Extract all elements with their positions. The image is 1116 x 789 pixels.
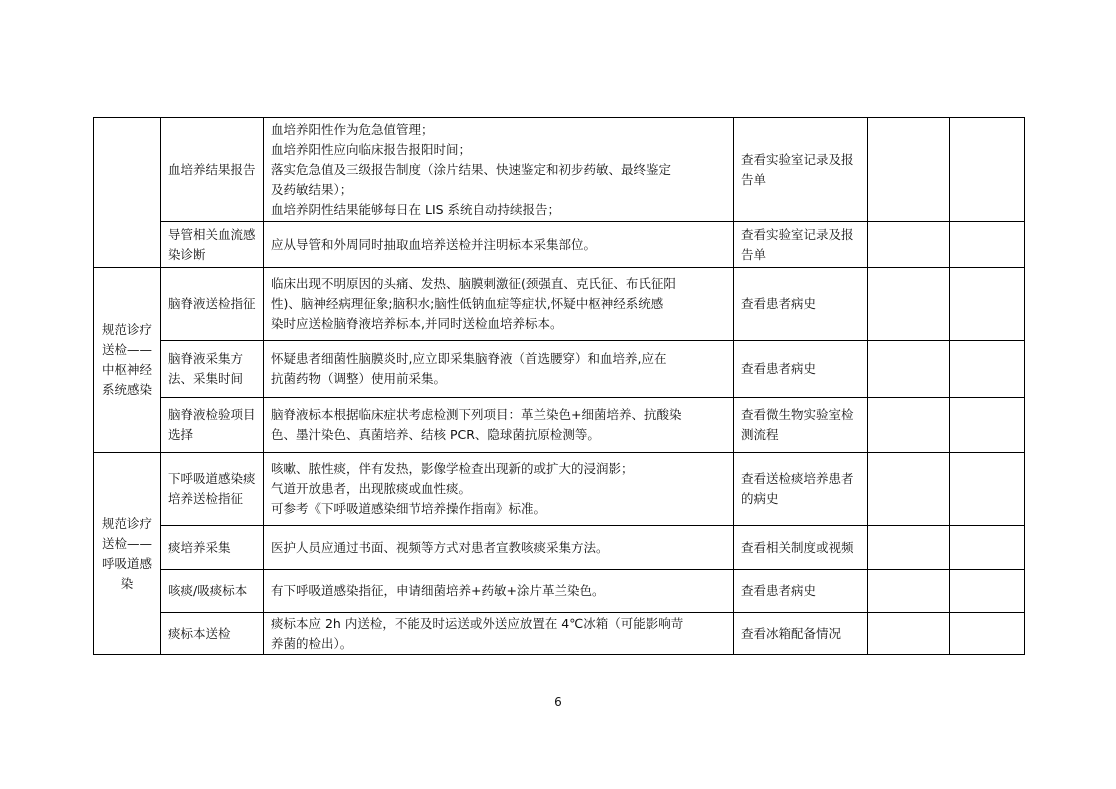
table-row xyxy=(94,222,1025,268)
category-cell-cns: 规范诊疗送检——中枢神经系统感染 xyxy=(94,268,161,453)
remark-cell xyxy=(950,268,1025,341)
requirement-line: 色、墨汁染色、真菌培养、结核 PCR、隐球菌抗原检测等。 xyxy=(271,427,600,442)
requirement-line: 抗菌药物（调整）使用前采集。 xyxy=(271,371,447,386)
remark-cell xyxy=(950,613,1025,655)
inspection-table xyxy=(93,117,1025,655)
score-cell xyxy=(868,613,950,655)
remark-cell xyxy=(950,570,1025,613)
method-cell: 查看微生物实验室检测流程 xyxy=(734,398,868,453)
category-cell-resp: 规范诊疗送检——呼吸道感染 xyxy=(94,453,161,655)
item-cell: 脑脊液送检指征 xyxy=(161,268,264,341)
score-cell xyxy=(868,453,950,526)
remark-cell xyxy=(950,453,1025,526)
item-cell: 导管相关血流感染诊断 xyxy=(161,222,264,268)
requirement-line: 染时应送检脑脊液培养标本,并同时送检血培养标本。 xyxy=(271,316,563,331)
requirement-line: 痰标本应 2h 内送检，不能及时运送或外送应放置在 4℃冰箱（可能影响苛 xyxy=(271,615,684,631)
requirement-line: 性)、脑神经病理征象;脑积水;脑性低钠血症等症状,怀疑中枢神经系统感 xyxy=(271,296,664,311)
table-row xyxy=(94,570,1025,613)
requirement-line: 养菌的检出）。 xyxy=(271,635,353,651)
requirement-cell xyxy=(264,341,734,398)
requirement-line: 怀疑患者细菌性脑膜炎时,应立即采集脑脊液（首选腰穿）和血培养,应在 xyxy=(271,351,667,366)
remark-cell xyxy=(950,526,1025,570)
method-cell: 查看相关制度或视频 xyxy=(734,526,868,570)
score-cell xyxy=(868,341,950,398)
item-cell: 咳痰/吸痰标本 xyxy=(161,570,264,613)
requirement-cell xyxy=(264,398,734,453)
requirement-line: 医护人员应通过书面、视频等方式对患者宣教咳痰采集方法。 xyxy=(271,539,609,555)
method-cell: 查看患者病史 xyxy=(734,570,868,613)
requirement-line: 有下呼吸道感染指征，申请细菌培养+药敏+涂片革兰染色。 xyxy=(271,583,605,598)
requirement-cell xyxy=(264,118,734,222)
item-cell: 痰培养采集 xyxy=(161,526,264,570)
table-row xyxy=(94,453,1025,526)
requirement-line: 咳嗽、脓性痰，伴有发热，影像学检查出现新的或扩大的浸润影； xyxy=(271,461,634,476)
page-number: 6 xyxy=(554,695,562,709)
requirement-cell xyxy=(264,526,734,570)
method-cell: 查看患者病史 xyxy=(734,268,868,341)
remark-cell xyxy=(950,398,1025,453)
score-cell xyxy=(868,526,950,570)
item-cell: 血培养结果报告 xyxy=(161,118,264,222)
requirement-line: 落实危急值及三级报告制度（涂片结果、快速鉴定和初步药敏、最终鉴定 xyxy=(271,161,672,177)
category-cell-blood xyxy=(94,118,161,268)
requirement-cell xyxy=(264,570,734,613)
method-cell: 查看实验室记录及报告单 xyxy=(734,222,868,268)
table-row xyxy=(94,613,1025,655)
table-row xyxy=(94,118,1025,222)
method-cell: 查看患者病史 xyxy=(734,341,868,398)
requirement-line: 脑脊液标本根据临床症状考虑检测下列项目：革兰染色+细菌培养、抗酸染 xyxy=(271,407,682,422)
score-cell xyxy=(868,268,950,341)
requirement-cell xyxy=(264,613,734,655)
requirement-line: 血培养阳性应向临床报告报阳时间； xyxy=(271,141,472,157)
requirement-cell xyxy=(264,222,734,268)
table-row xyxy=(94,526,1025,570)
requirement-line: 及药敏结果）； xyxy=(271,181,353,197)
requirement-line: 临床出现不明原因的头痛、发热、脑膜刺激征(颈强直、克氏征、布氏征阳 xyxy=(271,276,676,291)
method-cell: 查看实验室记录及报告单 xyxy=(734,118,868,222)
remark-cell xyxy=(950,222,1025,268)
score-cell xyxy=(868,398,950,453)
score-cell xyxy=(868,570,950,613)
table-row xyxy=(94,268,1025,341)
table-row xyxy=(94,398,1025,453)
requirement-line: 可参考《下呼吸道感染细节培养操作指南》标准。 xyxy=(271,501,547,516)
remark-cell xyxy=(950,118,1025,222)
item-cell: 下呼吸道感染痰培养送检指征 xyxy=(161,453,264,526)
remark-cell xyxy=(950,341,1025,398)
method-cell: 查看冰箱配备情况 xyxy=(734,613,868,655)
score-cell xyxy=(868,222,950,268)
item-cell: 脑脊液采集方法、采集时间 xyxy=(161,341,264,398)
method-cell: 查看送检痰培养患者的病史 xyxy=(734,453,868,526)
score-cell xyxy=(868,118,950,222)
requirement-line: 血培养阴性结果能够每日在 LIS 系统自动持续报告； xyxy=(271,201,561,217)
table-row xyxy=(94,341,1025,398)
requirement-cell xyxy=(264,453,734,526)
requirement-line: 血培养阳性作为危急值管理； xyxy=(271,121,434,137)
item-cell: 脑脊液检验项目选择 xyxy=(161,398,264,453)
requirement-cell xyxy=(264,268,734,341)
requirement-line: 气道开放患者，出现脓痰或血性痰。 xyxy=(271,481,472,496)
requirement-line: 应从导管和外周同时抽取血培养送检并注明标本采集部位。 xyxy=(271,236,597,252)
item-cell: 痰标本送检 xyxy=(161,613,264,655)
